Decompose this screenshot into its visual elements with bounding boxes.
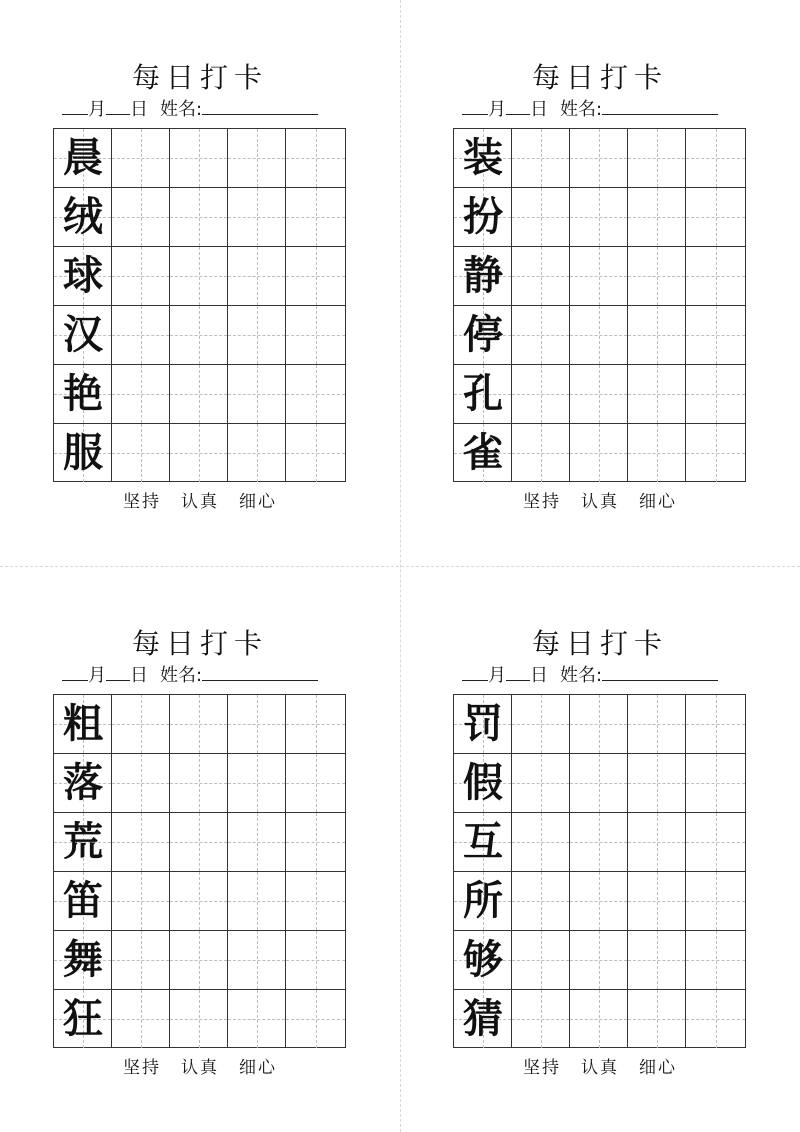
motto-word: 坚持 <box>523 1058 561 1078</box>
writing-cell[interactable] <box>512 306 570 364</box>
writing-cell[interactable] <box>512 872 570 930</box>
model-character: 服 <box>63 429 103 476</box>
practice-row <box>454 188 745 247</box>
model-character: 球 <box>63 252 103 299</box>
practice-row <box>454 990 745 1049</box>
practice-row <box>54 990 345 1049</box>
writing-cell[interactable] <box>570 931 628 989</box>
model-character: 停 <box>463 311 503 358</box>
model-character: 假 <box>463 759 503 806</box>
writing-cell[interactable] <box>228 813 286 871</box>
writing-cell[interactable] <box>570 424 628 482</box>
writing-cell[interactable] <box>170 247 228 305</box>
writing-cell[interactable] <box>286 990 345 1048</box>
writing-cell[interactable] <box>112 813 170 871</box>
writing-cell[interactable] <box>228 365 286 423</box>
writing-cell[interactable] <box>286 188 345 246</box>
practice-row <box>454 365 745 424</box>
writing-cell[interactable] <box>228 424 286 482</box>
writing-cell[interactable] <box>686 188 745 246</box>
writing-cell[interactable] <box>112 188 170 246</box>
writing-cell[interactable] <box>686 931 745 989</box>
month-label: 月 <box>88 99 106 120</box>
writing-cell[interactable] <box>628 247 686 305</box>
writing-cell[interactable] <box>686 129 745 187</box>
practice-row <box>54 813 345 872</box>
writing-cell[interactable] <box>170 872 228 930</box>
model-character-cell <box>454 247 512 305</box>
model-character: 荒 <box>63 818 103 865</box>
writing-cell[interactable] <box>512 188 570 246</box>
name-blank[interactable] <box>202 662 318 681</box>
writing-cell[interactable] <box>170 990 228 1048</box>
writing-cell[interactable] <box>228 754 286 812</box>
model-character: 粗 <box>63 700 103 747</box>
practice-row <box>54 931 345 990</box>
model-character-cell <box>54 365 112 423</box>
writing-cell[interactable] <box>286 424 345 482</box>
practice-row <box>54 365 345 424</box>
model-character: 孔 <box>463 370 503 417</box>
model-character-cell <box>54 695 112 753</box>
motto-word: 认真 <box>581 492 619 512</box>
writing-cell[interactable] <box>286 129 345 187</box>
writing-cell[interactable] <box>570 247 628 305</box>
model-character-cell <box>454 695 512 753</box>
month-label: 月 <box>488 665 506 686</box>
model-character-cell <box>54 990 112 1048</box>
model-character-cell <box>54 424 112 482</box>
motto-word: 认真 <box>181 1058 219 1078</box>
model-character: 艳 <box>63 370 103 417</box>
model-character: 扮 <box>463 193 503 240</box>
writing-cell[interactable] <box>686 424 745 482</box>
writing-cell[interactable] <box>512 129 570 187</box>
practice-row <box>54 306 345 365</box>
month-blank[interactable] <box>62 662 88 681</box>
writing-cell[interactable] <box>112 424 170 482</box>
practice-grid <box>53 694 346 1048</box>
writing-cell[interactable] <box>228 188 286 246</box>
writing-cell[interactable] <box>570 129 628 187</box>
day-label: 日 <box>530 99 548 120</box>
writing-cell[interactable] <box>570 695 628 753</box>
writing-cell[interactable] <box>512 931 570 989</box>
model-character-cell <box>454 754 512 812</box>
model-character-cell <box>454 365 512 423</box>
practice-row <box>54 188 345 247</box>
writing-cell[interactable] <box>170 695 228 753</box>
writing-cell[interactable] <box>686 695 745 753</box>
day-label: 日 <box>130 99 148 120</box>
practice-row <box>54 424 345 483</box>
writing-cell[interactable] <box>286 365 345 423</box>
writing-cell[interactable] <box>170 129 228 187</box>
day-blank[interactable] <box>506 96 530 115</box>
motto-word: 细心 <box>239 492 277 512</box>
name-blank[interactable] <box>602 662 718 681</box>
model-character-cell <box>54 813 112 871</box>
writing-cell[interactable] <box>170 754 228 812</box>
practice-row <box>454 754 745 813</box>
model-character-cell <box>454 872 512 930</box>
model-character: 雀 <box>463 429 503 476</box>
writing-cell[interactable] <box>286 872 345 930</box>
writing-cell[interactable] <box>170 424 228 482</box>
writing-cell[interactable] <box>228 247 286 305</box>
model-character-cell <box>454 424 512 482</box>
practice-row <box>454 813 745 872</box>
card-title: 每日打卡 <box>131 627 268 660</box>
practice-row <box>454 872 745 931</box>
day-blank[interactable] <box>506 662 530 681</box>
date-name-line <box>462 96 752 122</box>
model-character-cell <box>454 188 512 246</box>
name-label: 姓名: <box>160 665 203 686</box>
writing-cell[interactable] <box>512 695 570 753</box>
writing-cell[interactable] <box>286 247 345 305</box>
model-character: 汉 <box>63 311 103 358</box>
model-character-cell <box>54 129 112 187</box>
writing-cell[interactable] <box>112 247 170 305</box>
writing-cell[interactable] <box>228 872 286 930</box>
day-blank[interactable] <box>106 96 130 115</box>
writing-cell[interactable] <box>570 365 628 423</box>
motto-word: 认真 <box>581 1058 619 1078</box>
writing-cell[interactable] <box>228 306 286 364</box>
practice-row <box>54 129 345 188</box>
date-name-line <box>462 662 752 688</box>
model-character-cell <box>54 306 112 364</box>
practice-card <box>0 566 400 1132</box>
practice-row <box>454 129 745 188</box>
model-character: 狂 <box>63 995 103 1042</box>
motto-word: 细心 <box>239 1058 277 1078</box>
practice-card <box>0 0 400 566</box>
day-label: 日 <box>130 665 148 686</box>
writing-cell[interactable] <box>112 695 170 753</box>
motto-line <box>400 490 800 514</box>
model-character: 装 <box>463 134 503 181</box>
writing-cell[interactable] <box>628 695 686 753</box>
writing-cell[interactable] <box>170 813 228 871</box>
practice-row <box>454 247 745 306</box>
practice-grid <box>453 694 746 1048</box>
model-character: 落 <box>63 759 103 806</box>
model-character-cell <box>54 188 112 246</box>
writing-cell[interactable] <box>628 365 686 423</box>
practice-card <box>400 566 800 1132</box>
writing-cell[interactable] <box>286 306 345 364</box>
writing-cell[interactable] <box>686 990 745 1048</box>
practice-grid <box>453 128 746 482</box>
month-blank[interactable] <box>462 662 488 681</box>
writing-cell[interactable] <box>570 306 628 364</box>
writing-cell[interactable] <box>686 365 745 423</box>
writing-cell[interactable] <box>628 872 686 930</box>
model-character: 静 <box>463 252 503 299</box>
practice-row <box>54 754 345 813</box>
motto-word: 细心 <box>639 1058 677 1078</box>
writing-cell[interactable] <box>512 754 570 812</box>
writing-cell[interactable] <box>170 306 228 364</box>
model-character: 笛 <box>63 877 103 924</box>
writing-cell[interactable] <box>628 754 686 812</box>
writing-cell[interactable] <box>686 813 745 871</box>
model-character-cell <box>54 872 112 930</box>
name-blank[interactable] <box>602 96 718 115</box>
card-title: 每日打卡 <box>531 627 668 660</box>
model-character: 够 <box>463 936 503 983</box>
motto-word: 细心 <box>639 492 677 512</box>
practice-row <box>454 695 745 754</box>
writing-cell[interactable] <box>570 872 628 930</box>
writing-cell[interactable] <box>628 129 686 187</box>
practice-card <box>400 0 800 566</box>
writing-cell[interactable] <box>512 365 570 423</box>
writing-cell[interactable] <box>628 424 686 482</box>
writing-cell[interactable] <box>112 872 170 930</box>
name-label: 姓名: <box>560 665 603 686</box>
writing-cell[interactable] <box>228 129 286 187</box>
model-character: 所 <box>463 877 503 924</box>
writing-cell[interactable] <box>112 990 170 1048</box>
writing-cell[interactable] <box>570 813 628 871</box>
date-name-line <box>62 96 352 122</box>
model-character: 互 <box>463 818 503 865</box>
name-label: 姓名: <box>160 99 203 120</box>
motto-line <box>0 490 400 514</box>
month-label: 月 <box>88 665 106 686</box>
month-blank[interactable] <box>462 96 488 115</box>
writing-cell[interactable] <box>286 695 345 753</box>
writing-cell[interactable] <box>170 931 228 989</box>
model-character: 晨 <box>63 134 103 181</box>
model-character-cell <box>454 990 512 1048</box>
writing-cell[interactable] <box>512 990 570 1048</box>
writing-cell[interactable] <box>112 754 170 812</box>
writing-cell[interactable] <box>686 247 745 305</box>
practice-row <box>454 931 745 990</box>
motto-line <box>400 1056 800 1080</box>
writing-cell[interactable] <box>628 990 686 1048</box>
practice-row <box>454 424 745 483</box>
motto-line <box>0 1056 400 1080</box>
practice-row <box>54 695 345 754</box>
motto-word: 坚持 <box>123 1058 161 1078</box>
practice-row <box>54 872 345 931</box>
writing-cell[interactable] <box>512 424 570 482</box>
writing-cell[interactable] <box>112 931 170 989</box>
writing-cell[interactable] <box>512 813 570 871</box>
writing-cell[interactable] <box>512 247 570 305</box>
writing-cell[interactable] <box>286 754 345 812</box>
model-character: 舞 <box>63 936 103 983</box>
name-label: 姓名: <box>560 99 603 120</box>
writing-cell[interactable] <box>628 306 686 364</box>
day-label: 日 <box>530 665 548 686</box>
writing-cell[interactable] <box>112 129 170 187</box>
writing-cell[interactable] <box>570 754 628 812</box>
model-character-cell <box>54 247 112 305</box>
date-name-line <box>62 662 352 688</box>
writing-cell[interactable] <box>570 990 628 1048</box>
model-character-cell <box>454 306 512 364</box>
model-character-cell <box>454 129 512 187</box>
model-character: 猜 <box>463 995 503 1042</box>
motto-word: 坚持 <box>523 492 561 512</box>
writing-cell[interactable] <box>286 931 345 989</box>
day-blank[interactable] <box>106 662 130 681</box>
model-character-cell <box>54 754 112 812</box>
practice-row <box>54 247 345 306</box>
practice-row <box>454 306 745 365</box>
writing-cell[interactable] <box>170 188 228 246</box>
writing-cell[interactable] <box>628 931 686 989</box>
model-character-cell <box>454 931 512 989</box>
motto-word: 认真 <box>181 492 219 512</box>
writing-cell[interactable] <box>628 188 686 246</box>
model-character-cell <box>54 931 112 989</box>
writing-cell[interactable] <box>228 990 286 1048</box>
motto-word: 坚持 <box>123 492 161 512</box>
model-character-cell <box>454 813 512 871</box>
writing-cell[interactable] <box>570 188 628 246</box>
month-blank[interactable] <box>62 96 88 115</box>
practice-grid <box>53 128 346 482</box>
writing-cell[interactable] <box>170 365 228 423</box>
card-title: 每日打卡 <box>531 61 668 94</box>
month-label: 月 <box>488 99 506 120</box>
writing-cell[interactable] <box>628 813 686 871</box>
writing-cell[interactable] <box>686 872 745 930</box>
card-title: 每日打卡 <box>131 61 268 94</box>
writing-cell[interactable] <box>228 695 286 753</box>
writing-cell[interactable] <box>286 813 345 871</box>
writing-cell[interactable] <box>112 306 170 364</box>
model-character: 绒 <box>63 193 103 240</box>
writing-cell[interactable] <box>112 365 170 423</box>
writing-cell[interactable] <box>228 931 286 989</box>
model-character: 罚 <box>463 700 503 747</box>
name-blank[interactable] <box>202 96 318 115</box>
writing-cell[interactable] <box>686 306 745 364</box>
writing-cell[interactable] <box>686 754 745 812</box>
